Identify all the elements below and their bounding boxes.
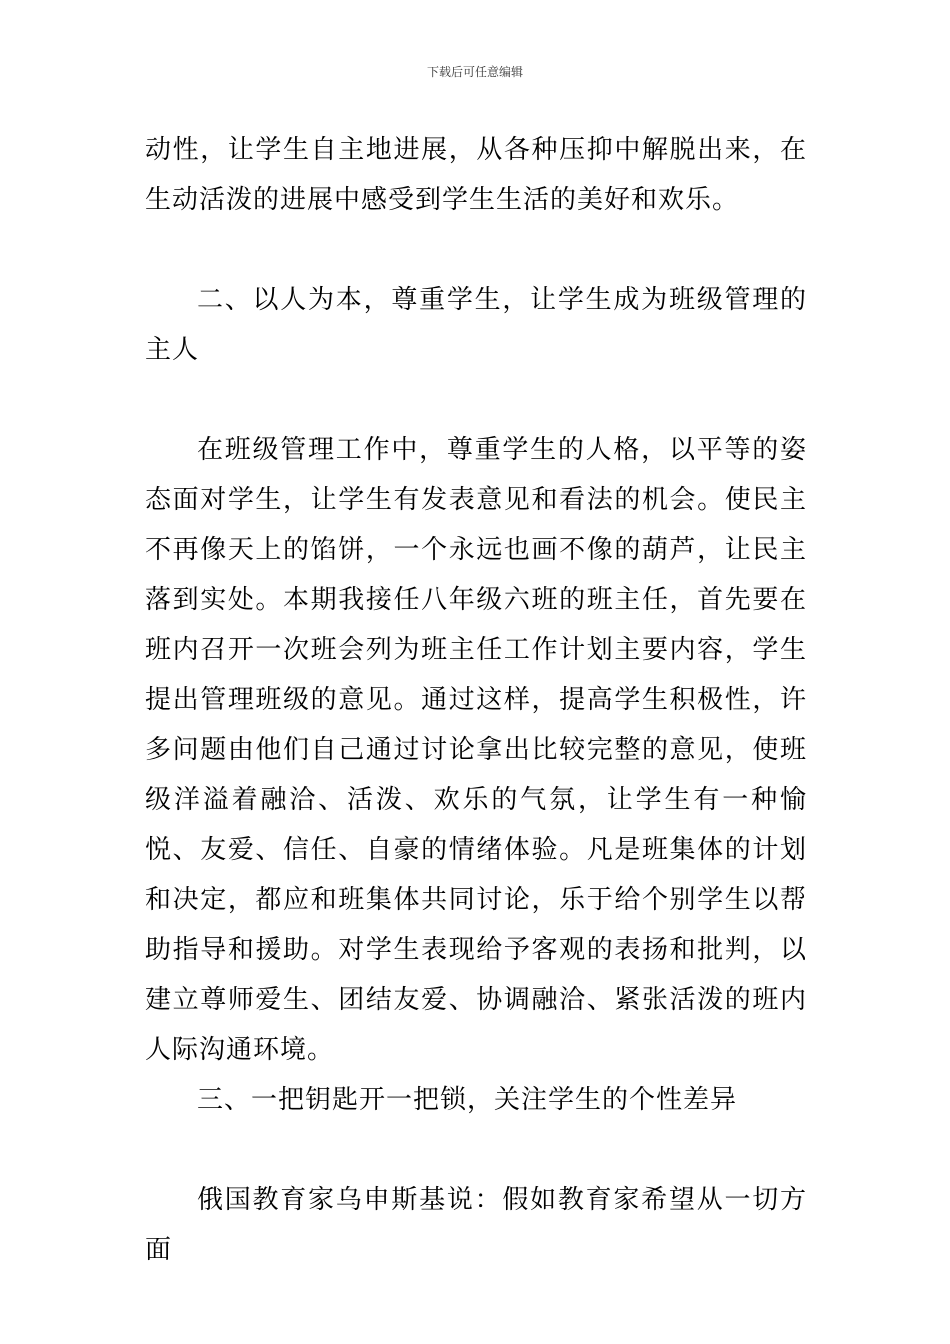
paragraph-continuation: 动性，让学生自主地进展，从各种压抑中解脱出来，在生动活泼的进展中感受到学生生活的美好和欢乐。: [145, 135, 807, 215]
section-heading-2: 二、以人为本，尊重学生，让学生成为班级管理的主人: [145, 285, 807, 365]
paragraph-section-2: 在班级管理工作中，尊重学生的人格，以平等的姿态面对学生，让学生有发表意见和看法的机会。使民主不再像天上的馅饼，一个永远也画不像的葫芦，让民主落到实处。本期我接任八年级六班的班主任，首先要在班内召开一次班会列为班主任工作计划主要内容，学生提出管理班级的意见。通过这样，提高学生积极性，许多问题由他们自己通过讨论拿出比较完整的意见，使班级洋溢着融洽、活泼、欢乐的气氛，让学生有一种愉悦、友爱、信任、自豪的情绪体验。凡是班集体的计划和决定，都应和班集体共同讨论，乐于给个别学生以帮助指导和援助。对学生表现给予客观的表扬和批判，以建立尊师爱生、团结友爱、协调融洽、紧张活泼的班内人际沟通环境。: [145, 435, 807, 1065]
paragraph-section-3: 俄国教育家乌申斯基说：假如教育家希望从一切方面: [145, 1185, 807, 1265]
page-header-note: 下载后可任意编辑: [426, 65, 523, 79]
section-heading-3: 三、一把钥匙开一把锁，关注学生的个性差异: [197, 1085, 738, 1115]
